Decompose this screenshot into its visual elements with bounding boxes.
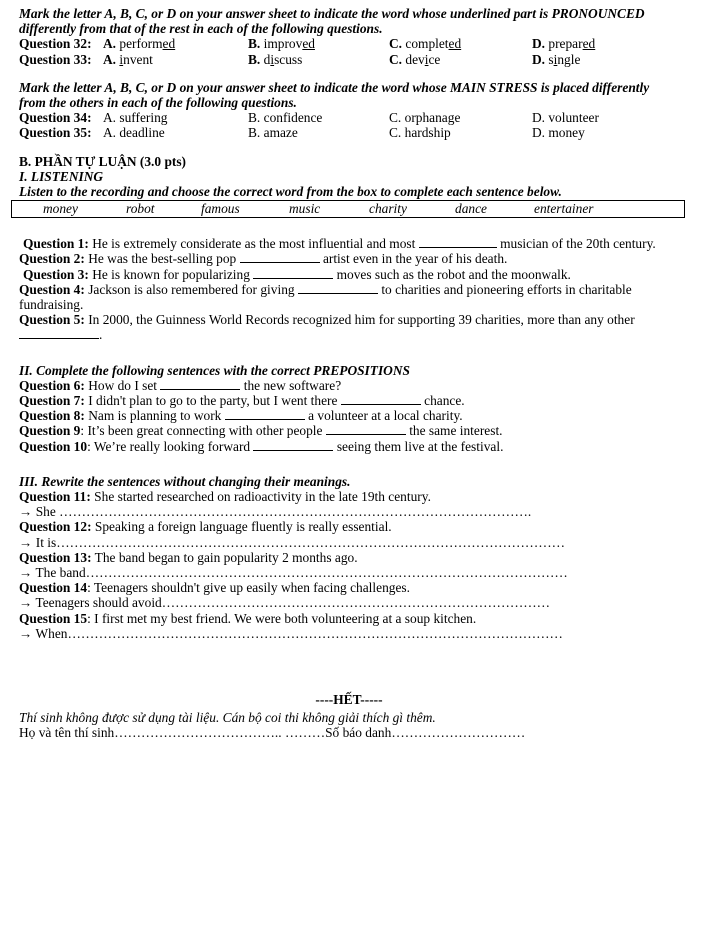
- answer-blank[interactable]: [160, 378, 240, 390]
- option-d: D. prepared: [532, 36, 596, 52]
- option-b: B. amaze: [248, 125, 298, 141]
- question-label: Question 35:: [19, 125, 92, 141]
- question-13: Question 13: The band began to gain popularity 2 months ago.: [19, 549, 358, 565]
- question-3: Question 3: He is known for popularizing moves such as the robot and the moonwalk.: [23, 266, 571, 282]
- prepositions-title: II. Complete the following sentences with the correct PREPOSITIONS: [19, 362, 410, 378]
- option-b: B. discuss: [248, 51, 303, 67]
- answer-blank[interactable]: [326, 423, 406, 435]
- question-32-row: [19, 36, 679, 51]
- question-5: Question 5: In 2000, the Guinness World Records recognized him for supporting 39 charities, more than any other .: [19, 312, 635, 343]
- answer-line-11[interactable]: → She …………………………………………………………………………………………….: [19, 504, 532, 520]
- answer-line-15[interactable]: → When…………………………………………………………………………………………………: [19, 625, 563, 641]
- question-33-row: [19, 52, 679, 67]
- answer-line-14[interactable]: → Teenagers should avoid……………………………………………………………………………: [19, 595, 551, 611]
- option-b: B. confidence: [248, 110, 323, 126]
- option-c: C. hardship: [389, 125, 451, 141]
- option-c: C. orphanage: [389, 110, 461, 126]
- option-d: D. single: [532, 51, 581, 67]
- question-label: Question 32:: [19, 36, 92, 52]
- option-a: A. deadline: [103, 125, 165, 141]
- option-b: B. improved: [248, 36, 315, 52]
- end-marker: ----HẾT-----: [315, 692, 383, 708]
- answer-blank[interactable]: [19, 327, 99, 339]
- exam-page: [19, 6, 679, 741]
- answer-blank[interactable]: [225, 408, 305, 420]
- word-box-item: charity: [369, 201, 407, 217]
- question-34-row: [19, 110, 679, 125]
- word-box-item: music: [289, 201, 321, 217]
- option-d: D. money: [532, 125, 585, 141]
- option-c: C. completed: [389, 36, 462, 52]
- question-6: Question 6: How do I set the new software?: [19, 377, 342, 393]
- rewrite-title: III. Rewrite the sentences without changing their meanings.: [19, 473, 351, 489]
- answer-blank[interactable]: [419, 236, 497, 248]
- stress-instruction: Mark the letter A, B, C, or D on your answer sheet to indicate the word whose MAIN STRESS is placed differently from the others in each of the following questions.: [19, 79, 650, 110]
- question-8: Question 8: Nam is planning to work a volunteer at a local charity.: [19, 408, 463, 424]
- listening-title: I. LISTENING: [19, 168, 104, 184]
- option-a: A. invent: [103, 51, 153, 67]
- word-box-item: famous: [201, 201, 240, 217]
- question-4: Question 4: Jackson is also remembered for giving to charities and pioneering efforts in charitable fundraising.: [19, 281, 632, 312]
- candidate-info-line[interactable]: Họ và tên thí sinh……………………………….. ………Số báo danh…………………………: [19, 725, 526, 741]
- option-a: A. performed: [103, 36, 176, 52]
- question-2: Question 2: He was the best-selling pop artist even in the year of his death.: [19, 251, 508, 267]
- word-box-item: robot: [126, 201, 155, 217]
- question-1: Question 1: He is extremely considerate as the most influential and most musician of the 20th century.: [23, 236, 656, 252]
- pronunciation-instruction: Mark the letter A, B, C, or D on your answer sheet to indicate the word whose underlined part is PRONOUNCED differently from that of the rest in each of the following questions.: [19, 6, 645, 37]
- answer-blank[interactable]: [253, 267, 333, 279]
- question-12: Question 12: Speaking a foreign language fluently is really essential.: [19, 519, 392, 535]
- answer-line-13[interactable]: → The band………………………………………………………………………………………………: [19, 565, 568, 581]
- question-15: Question 15: I first met my best friend. We were both volunteering at a soup kitchen.: [19, 610, 477, 626]
- word-box-item: dance: [455, 201, 487, 217]
- word-box: [11, 200, 685, 218]
- question-label: Question 33:: [19, 51, 92, 67]
- word-box-item: money: [43, 201, 78, 217]
- word-box-item: entertainer: [534, 201, 594, 217]
- answer-line-12[interactable]: → It is……………………………………………………………………………………………………: [19, 534, 566, 550]
- option-d: D. volunteer: [532, 110, 599, 126]
- question-35-row: [19, 125, 679, 140]
- question-14: Question 14: Teenagers shouldn't give up easily when facing challenges.: [19, 580, 410, 596]
- answer-blank[interactable]: [341, 393, 421, 405]
- question-10: Question 10: We’re really looking forward seeing them live at the festival.: [19, 438, 504, 454]
- answer-blank[interactable]: [253, 439, 333, 451]
- question-9: Question 9: It’s been great connecting with other people the same interest.: [19, 423, 503, 439]
- option-a: A. suffering: [103, 110, 168, 126]
- listening-instruction: Listen to the recording and choose the correct word from the box to complete each sentence below.: [19, 183, 562, 199]
- exam-note: Thí sinh không được sử dụng tài liệu. Cán bộ coi thi không giải thích gì thêm.: [19, 710, 436, 726]
- option-c: C. device: [389, 51, 441, 67]
- answer-blank[interactable]: [240, 251, 320, 263]
- question-label: Question 34:: [19, 110, 92, 126]
- part-b-title: B. PHẦN TỰ LUẬN (3.0 pts): [19, 153, 187, 169]
- question-7: Question 7: I didn't plan to go to the party, but I went there chance.: [19, 393, 465, 408]
- answer-blank[interactable]: [298, 282, 378, 294]
- question-11: Question 11: She started researched on radioactivity in the late 19th century.: [19, 489, 431, 505]
